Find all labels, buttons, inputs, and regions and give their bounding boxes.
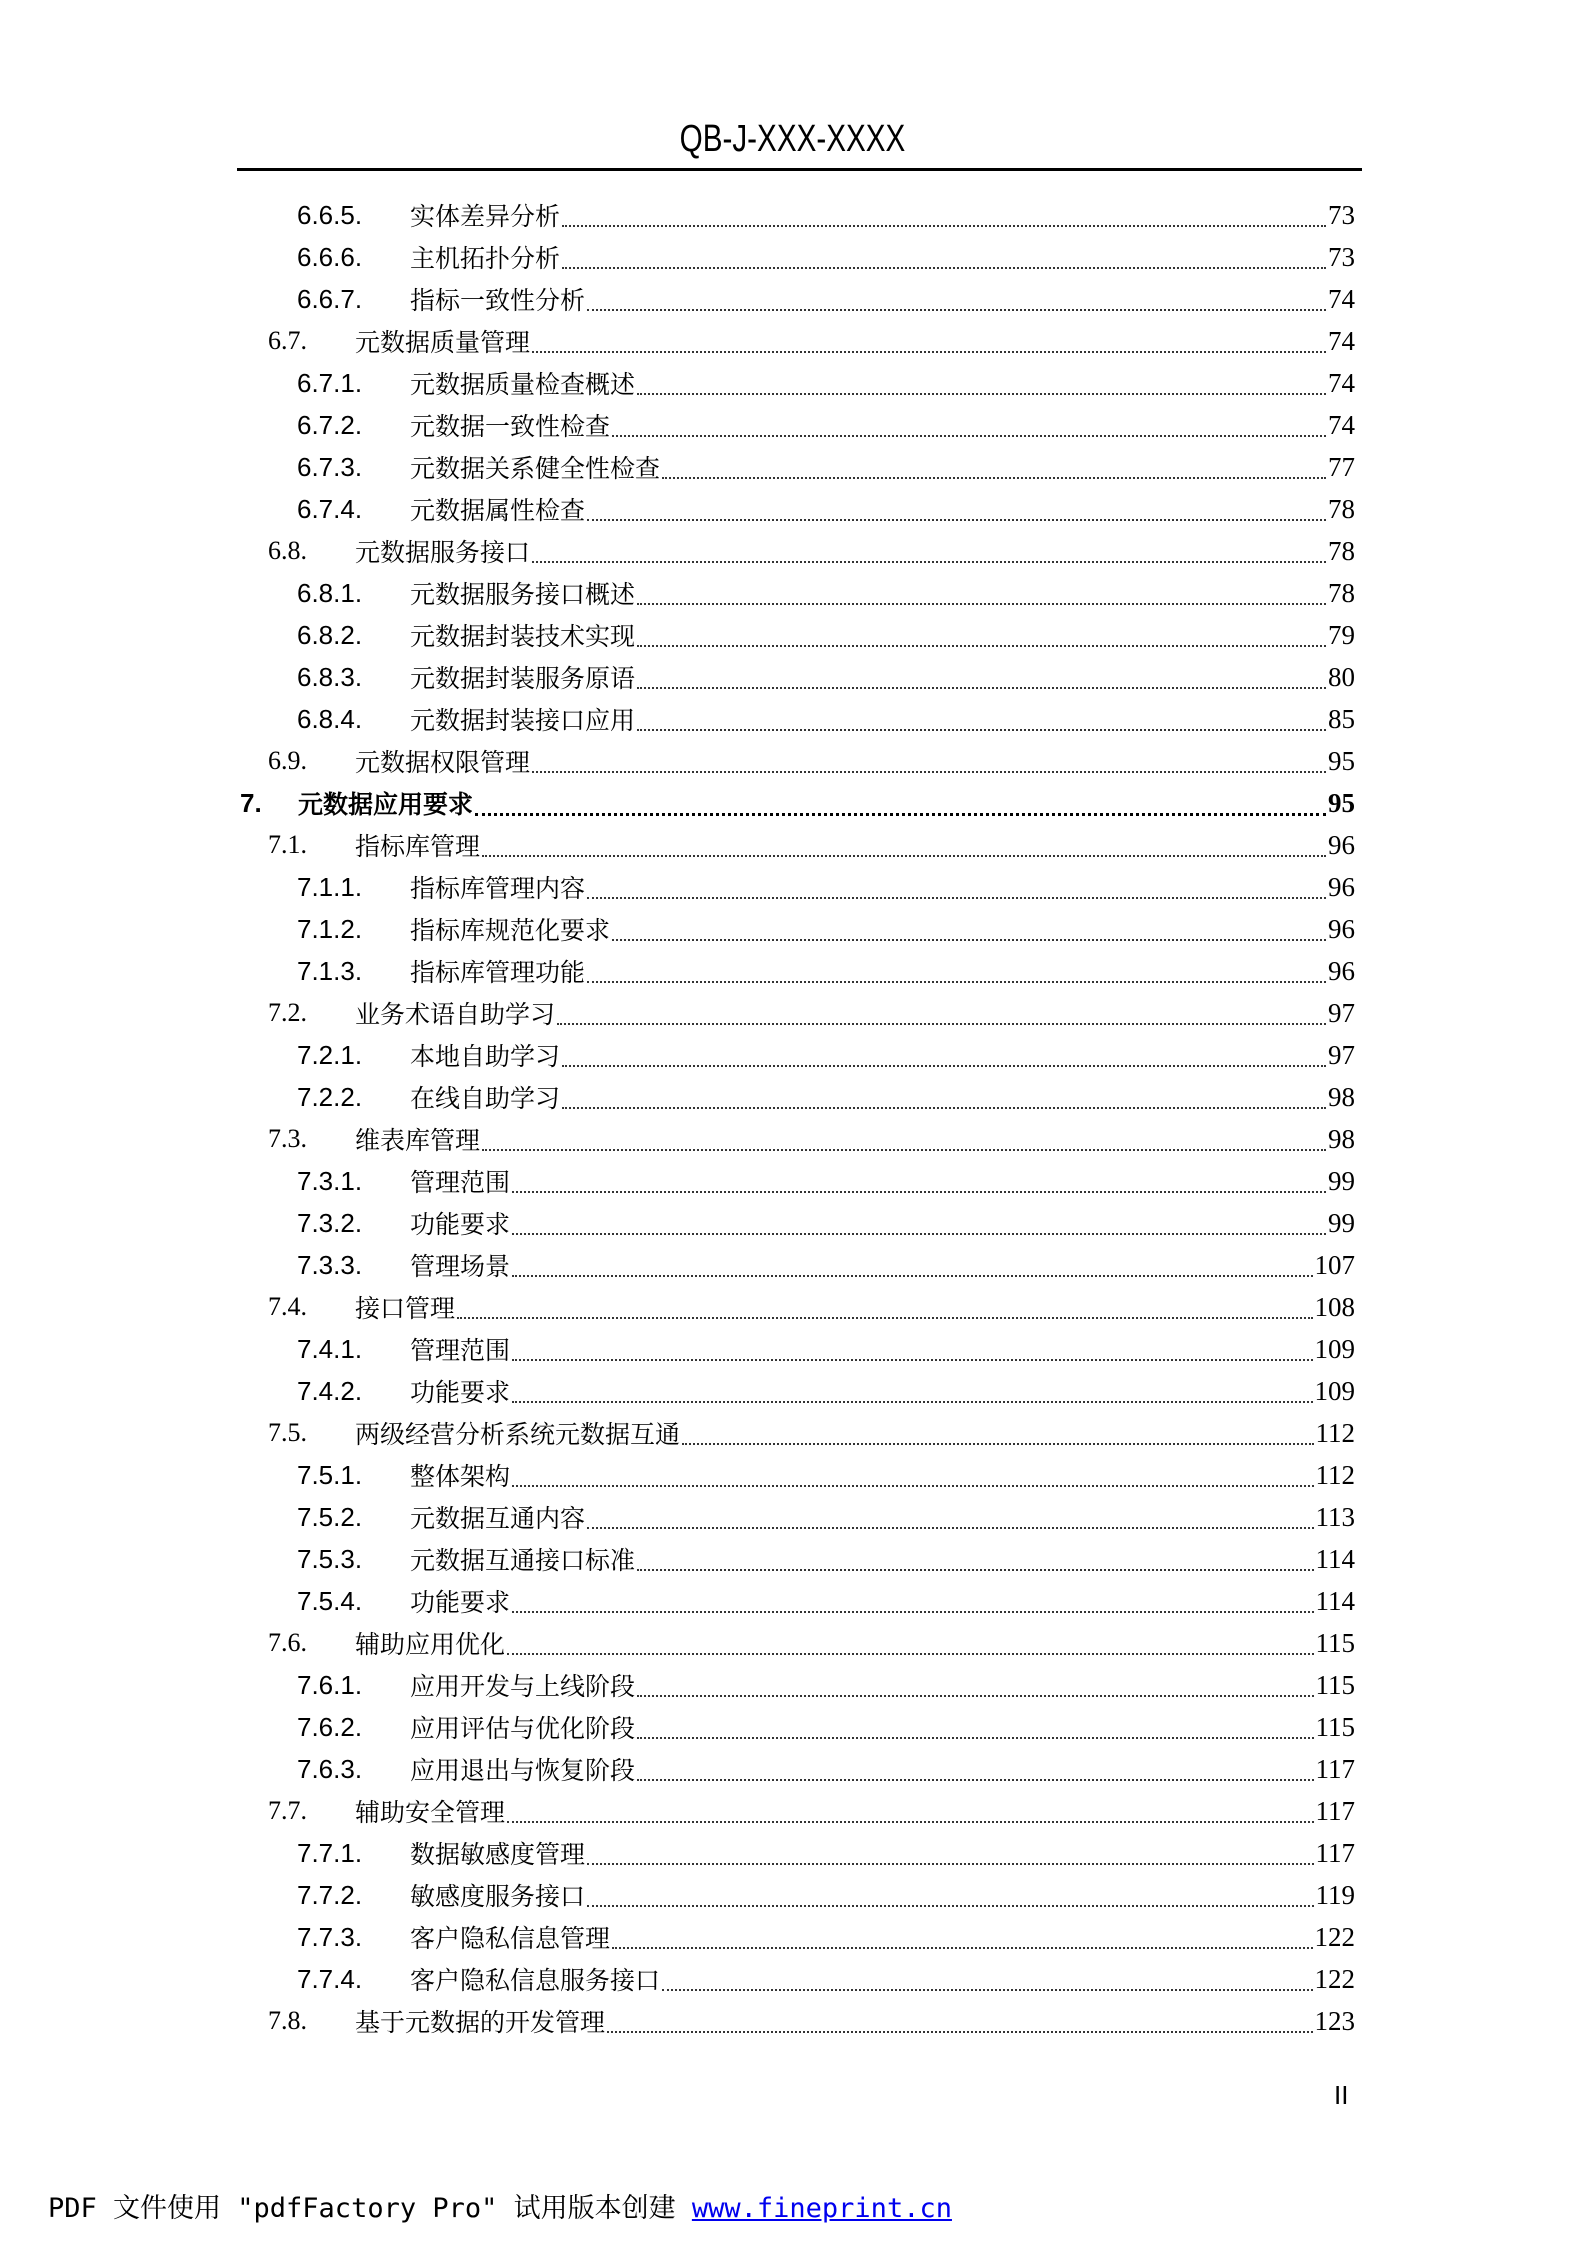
toc-leader-dots <box>637 687 1326 689</box>
toc-entry-number: 7.7.1. <box>297 1837 363 1868</box>
toc-entry[interactable] <box>297 1244 1355 1286</box>
toc-entry-title: 本地自助学习 <box>410 1042 561 1071</box>
toc-entry-title: 元数据质量检查概述 <box>410 370 636 399</box>
toc-entry-number: 7.6.1. <box>297 1669 363 1700</box>
toc-leader-dots <box>507 1821 1313 1823</box>
toc-entry-title: 元数据一致性检查 <box>410 412 611 441</box>
toc-entry-page: 112 <box>1315 1459 1355 1490</box>
toc-entry-page: 78 <box>1328 535 1355 566</box>
toc-leader-dots <box>587 309 1326 311</box>
toc-leader-dots <box>512 1191 1326 1193</box>
toc-entry-page: 97 <box>1328 1039 1355 1070</box>
toc-entry-number: 7.5.2. <box>297 1501 363 1532</box>
toc-leader-dots <box>512 1233 1326 1235</box>
toc-entry-title: 功能要求 <box>410 1378 511 1407</box>
toc-leader-dots <box>637 393 1326 395</box>
toc-entry-number: 7.3.1. <box>297 1165 363 1196</box>
toc-leader-dots <box>637 1569 1313 1571</box>
toc-entry-page: 119 <box>1315 1879 1355 1910</box>
toc-entry-title: 辅助应用优化 <box>355 1630 506 1659</box>
toc-entry-title: 元数据封装服务原语 <box>410 664 636 693</box>
toc-entry-title: 辅助安全管理 <box>355 1798 506 1827</box>
toc-entry-title: 元数据服务接口 <box>355 538 531 567</box>
toc-entry[interactable] <box>297 488 1355 530</box>
toc-entry[interactable] <box>297 1874 1355 1916</box>
toc-entry-number: 7.1.2. <box>297 913 363 944</box>
toc-entry-number: 6.8.4. <box>297 703 363 734</box>
toc-leader-dots <box>587 1905 1313 1907</box>
toc-entry-page: 95 <box>1328 787 1355 818</box>
toc-entry-page: 113 <box>1315 1501 1355 1532</box>
toc-leader-dots <box>532 561 1326 563</box>
toc-entry[interactable] <box>297 1328 1355 1370</box>
toc-leader-dots <box>637 1737 1313 1739</box>
toc-leader-dots <box>612 435 1326 437</box>
toc-entry[interactable] <box>297 698 1355 740</box>
toc-entry-number: 7.5.1. <box>297 1459 363 1490</box>
toc-entry-number: 7.4.2. <box>297 1375 363 1406</box>
toc-entry-title: 接口管理 <box>355 1294 456 1323</box>
toc-entry[interactable] <box>297 1916 1355 1958</box>
toc-entry-page: 114 <box>1315 1585 1355 1616</box>
toc-leader-dots <box>637 729 1326 731</box>
toc-entry-number: 7.1.3. <box>297 955 363 986</box>
toc-entry-title: 元数据质量管理 <box>355 328 531 357</box>
toc-entry-number: 7.7.3. <box>297 1921 363 1952</box>
toc-entry[interactable] <box>268 320 1355 362</box>
toc-leader-dots <box>457 1317 1312 1319</box>
toc-leader-dots <box>507 1653 1313 1655</box>
toc-entry[interactable] <box>268 1412 1355 1454</box>
toc-entry-number: 7.2. <box>268 998 307 1027</box>
toc-leader-dots <box>637 1779 1313 1781</box>
toc-leader-dots <box>532 771 1326 773</box>
toc-entry-page: 98 <box>1328 1123 1355 1154</box>
toc-entry[interactable] <box>268 1118 1355 1160</box>
toc-entry[interactable] <box>297 1370 1355 1412</box>
toc-entry-number: 6.8.3. <box>297 661 363 692</box>
toc-entry[interactable] <box>297 194 1355 236</box>
toc-leader-dots <box>475 813 1326 816</box>
toc-entry-page: 74 <box>1328 325 1355 356</box>
toc-entry[interactable] <box>297 1496 1355 1538</box>
toc-entry[interactable] <box>268 2000 1355 2042</box>
toc-entry[interactable] <box>297 1076 1355 1118</box>
toc-entry-number: 7.5.4. <box>297 1585 363 1616</box>
toc-entry-page: 73 <box>1328 199 1355 230</box>
toc-leader-dots <box>512 1359 1312 1361</box>
toc-entry[interactable] <box>297 404 1355 446</box>
toc-entry[interactable] <box>297 1580 1355 1622</box>
toc-leader-dots <box>682 1443 1313 1445</box>
toc-leader-dots <box>587 897 1326 899</box>
header-rule <box>237 168 1362 171</box>
toc-entry-title: 两级经营分析系统元数据互通 <box>355 1420 681 1449</box>
toc-entry[interactable] <box>297 950 1355 992</box>
toc-entry-title: 业务术语自助学习 <box>355 1000 556 1029</box>
page-number: II <box>1334 2080 1349 2110</box>
toc-entry-title: 在线自助学习 <box>410 1084 561 1113</box>
toc-entry[interactable] <box>297 446 1355 488</box>
toc-entry-number: 7.3.2. <box>297 1207 363 1238</box>
toc-entry-number: 7.4. <box>268 1292 307 1321</box>
toc-leader-dots <box>587 1527 1313 1529</box>
toc-entry-number: 6.9. <box>268 746 307 775</box>
toc-entry-page: 115 <box>1315 1627 1355 1658</box>
toc-leader-dots <box>612 1947 1312 1949</box>
toc-entry-page: 77 <box>1328 451 1355 482</box>
toc-entry-page: 117 <box>1315 1795 1355 1826</box>
toc-entry-number: 7.6. <box>268 1628 307 1657</box>
toc-entry-page: 107 <box>1314 1249 1355 1280</box>
toc-entry[interactable] <box>297 1664 1355 1706</box>
toc-leader-dots <box>637 645 1326 647</box>
toc-entry-number: 6.7.4. <box>297 493 363 524</box>
toc-entry[interactable] <box>297 1748 1355 1790</box>
toc-leader-dots <box>637 1695 1313 1697</box>
toc-entry-number: 7.2.1. <box>297 1039 363 1070</box>
document-code-header: QB-J-XXX-XXXX <box>679 118 906 160</box>
toc-entry-number: 7.7.4. <box>297 1963 363 1994</box>
toc-entry-number: 7.3.3. <box>297 1249 363 1280</box>
toc-leader-dots <box>562 225 1326 227</box>
toc-entry-page: 73 <box>1328 241 1355 272</box>
toc-leader-dots <box>587 519 1326 521</box>
toc-entry-page: 115 <box>1315 1669 1355 1700</box>
toc-leader-dots <box>612 939 1326 941</box>
toc-entry[interactable] <box>268 992 1355 1034</box>
toc-entry[interactable] <box>297 1958 1355 2000</box>
toc-entry-title: 元数据属性检查 <box>410 496 586 525</box>
toc-entry[interactable] <box>297 656 1355 698</box>
toc-entry-number: 6.7.3. <box>297 451 363 482</box>
toc-entry-page: 96 <box>1328 829 1355 860</box>
toc-entry-number: 7.5.3. <box>297 1543 363 1574</box>
toc-entry-title: 元数据封装接口应用 <box>410 706 636 735</box>
toc-leader-dots <box>512 1485 1313 1487</box>
toc-entry-page: 117 <box>1315 1837 1355 1868</box>
toc-entry-title: 应用开发与上线阶段 <box>410 1672 636 1701</box>
toc-entry-title: 管理范围 <box>410 1168 511 1197</box>
toc-leader-dots <box>562 267 1326 269</box>
toc-entry-title: 元数据封装技术实现 <box>410 622 636 651</box>
toc-leader-dots <box>482 1149 1326 1151</box>
toc-entry-number: 7.6.3. <box>297 1753 363 1784</box>
toc-entry[interactable] <box>297 1034 1355 1076</box>
toc-entry-number: 6.8.1. <box>297 577 363 608</box>
toc-leader-dots <box>482 855 1326 857</box>
toc-entry-page: 108 <box>1314 1291 1355 1322</box>
toc-entry-number: 7.2.2. <box>297 1081 363 1112</box>
toc-entry-number: 7.1.1. <box>297 871 363 902</box>
toc-entry-page: 74 <box>1328 409 1355 440</box>
toc-entry-page: 112 <box>1315 1417 1355 1448</box>
toc-entry-title: 指标库管理内容 <box>410 874 586 903</box>
toc-entry[interactable] <box>268 740 1355 782</box>
toc-entry-title: 元数据服务接口概述 <box>410 580 636 609</box>
toc-entry-title: 实体差异分析 <box>410 202 561 231</box>
toc-entry-title: 客户隐私信息管理 <box>410 1924 611 1953</box>
pdf-watermark-footer <box>48 2186 952 2225</box>
toc-entry-number: 7.8. <box>268 2006 307 2035</box>
toc-entry[interactable] <box>297 614 1355 656</box>
toc-entry-page: 122 <box>1314 1921 1355 1952</box>
toc-entry-number: 6.6.6. <box>297 241 363 272</box>
toc-entry-number: 7.7. <box>268 1796 307 1825</box>
toc-entry-title: 应用退出与恢复阶段 <box>410 1756 636 1785</box>
toc-entry[interactable] <box>297 1160 1355 1202</box>
toc-entry[interactable] <box>297 362 1355 404</box>
toc-entry-title: 客户隐私信息服务接口 <box>410 1966 661 1995</box>
toc-entry-number: 7.6.2. <box>297 1711 363 1742</box>
toc-entry-page: 78 <box>1328 577 1355 608</box>
toc-entry-title: 功能要求 <box>410 1210 511 1239</box>
toc-entry-page: 95 <box>1328 745 1355 776</box>
toc-entry-title: 指标库管理功能 <box>410 958 586 987</box>
toc-leader-dots <box>512 1401 1312 1403</box>
toc-entry[interactable] <box>297 1202 1355 1244</box>
toc-leader-dots <box>662 477 1326 479</box>
toc-entry-page: 117 <box>1315 1753 1355 1784</box>
toc-entry-page: 74 <box>1328 283 1355 314</box>
toc-entry[interactable] <box>297 866 1355 908</box>
footer-text: PDF 文件使用 "pdfFactory Pro" 试用版本创建 <box>48 2193 692 2224</box>
toc-entry-page: 99 <box>1328 1165 1355 1196</box>
toc-entry-title: 应用评估与优化阶段 <box>410 1714 636 1743</box>
toc-entry-title: 功能要求 <box>410 1588 511 1617</box>
toc-entry-number: 7.7.2. <box>297 1879 363 1910</box>
toc-entry[interactable] <box>297 1454 1355 1496</box>
toc-entry-title: 主机拓扑分析 <box>410 244 561 273</box>
toc-entry-page: 85 <box>1328 703 1355 734</box>
toc-leader-dots <box>587 1863 1313 1865</box>
toc-entry-page: 115 <box>1315 1711 1355 1742</box>
toc-entry-number: 6.8. <box>268 536 307 565</box>
toc-leader-dots <box>562 1065 1326 1067</box>
fineprint-link[interactable]: www.fineprint.cn <box>691 2193 952 2224</box>
toc-entry-page: 78 <box>1328 493 1355 524</box>
toc-leader-dots <box>532 351 1326 353</box>
toc-entry-number: 7.3. <box>268 1124 307 1153</box>
toc-entry-number: 7. <box>240 787 262 818</box>
toc-entry-title: 元数据互通内容 <box>410 1504 586 1533</box>
toc-entry[interactable] <box>297 1706 1355 1748</box>
toc-entry-title: 指标库规范化要求 <box>410 916 611 945</box>
toc-entry[interactable] <box>297 236 1355 278</box>
toc-entry[interactable] <box>268 824 1355 866</box>
toc-entry-title: 元数据关系健全性检查 <box>410 454 661 483</box>
toc-leader-dots <box>562 1107 1326 1109</box>
toc-entry-number: 7.5. <box>268 1418 307 1447</box>
toc-leader-dots <box>557 1023 1326 1025</box>
toc-entry-page: 96 <box>1328 913 1355 944</box>
toc-entry[interactable] <box>268 1286 1355 1328</box>
toc-entry-page: 96 <box>1328 955 1355 986</box>
toc-entry-title: 整体架构 <box>410 1462 511 1491</box>
toc-entry-page: 114 <box>1315 1543 1355 1574</box>
toc-entry-page: 96 <box>1328 871 1355 902</box>
toc-entry-title: 基于元数据的开发管理 <box>355 2008 606 2037</box>
toc-entry-page: 123 <box>1314 2005 1355 2036</box>
toc-entry-page: 79 <box>1328 619 1355 650</box>
toc-entry-title: 元数据互通接口标准 <box>410 1546 636 1575</box>
toc-entry-page: 109 <box>1314 1375 1355 1406</box>
toc-entry-number: 7.4.1. <box>297 1333 363 1364</box>
toc-entry-title: 指标一致性分析 <box>410 286 586 315</box>
toc-leader-dots <box>587 981 1326 983</box>
toc-entry[interactable] <box>297 572 1355 614</box>
toc-entry-page: 97 <box>1328 997 1355 1028</box>
toc-entry-number: 6.6.5. <box>297 199 363 230</box>
toc-entry-number: 6.6.7. <box>297 283 363 314</box>
toc-leader-dots <box>607 2031 1312 2033</box>
toc-entry-title: 元数据应用要求 <box>298 790 474 819</box>
toc-entry-title: 数据敏感度管理 <box>410 1840 586 1869</box>
toc-entry-title: 维表库管理 <box>355 1126 481 1155</box>
toc-entry-page: 74 <box>1328 367 1355 398</box>
toc-leader-dots <box>637 603 1326 605</box>
toc-entry-page: 98 <box>1328 1081 1355 1112</box>
toc-entry-title: 敏感度服务接口 <box>410 1882 586 1911</box>
toc-leader-dots <box>512 1275 1312 1277</box>
toc-entry-number: 6.8.2. <box>297 619 363 650</box>
toc-entry-page: 109 <box>1314 1333 1355 1364</box>
toc-leader-dots <box>512 1611 1313 1613</box>
toc-entry[interactable] <box>268 1622 1355 1664</box>
toc-entry-page: 122 <box>1314 1963 1355 1994</box>
toc-entry-page: 99 <box>1328 1207 1355 1238</box>
toc-entry-title: 元数据权限管理 <box>355 748 531 777</box>
toc-entry-number: 6.7.1. <box>297 367 363 398</box>
toc-entry[interactable] <box>297 908 1355 950</box>
toc-entry[interactable] <box>297 1538 1355 1580</box>
toc-entry-number: 7.1. <box>268 830 307 859</box>
toc-entry-title: 管理范围 <box>410 1336 511 1365</box>
toc-entry[interactable] <box>297 1832 1355 1874</box>
toc-entry-number: 6.7. <box>268 326 307 355</box>
toc-entry[interactable] <box>268 530 1355 572</box>
toc-entry[interactable] <box>240 782 1355 824</box>
toc-leader-dots <box>662 1989 1312 1991</box>
toc-entry-title: 指标库管理 <box>355 832 481 861</box>
toc-entry[interactable] <box>268 1790 1355 1832</box>
toc-entry-title: 管理场景 <box>410 1252 511 1281</box>
toc-entry-page: 80 <box>1328 661 1355 692</box>
toc-entry-number: 6.7.2. <box>297 409 363 440</box>
toc-entry[interactable] <box>297 278 1355 320</box>
